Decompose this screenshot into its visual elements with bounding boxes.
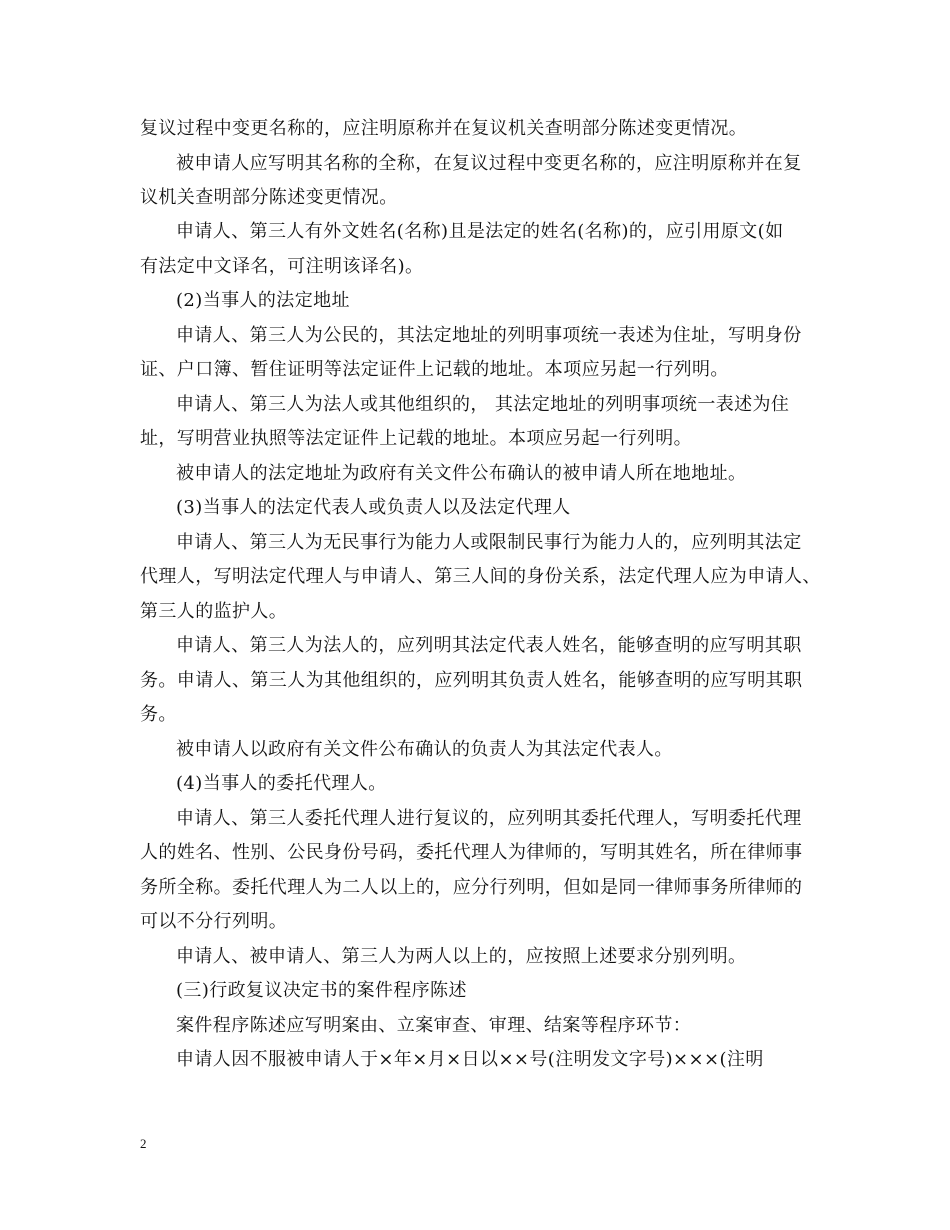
text-line: 务所全称。委托代理人为二人以上的，应分行列明，但如是同一律师事务所律师的 bbox=[140, 877, 803, 898]
text-line: 申请人、被申请人、第三人为两人以上的，应按照上述要求分别列明。 bbox=[176, 946, 747, 967]
text-line: 被申请人的法定地址为政府有关文件公布确认的被申请人所在地地址。 bbox=[176, 463, 747, 484]
text-line: 人的姓名、性别、公民身份号码，委托代理人为律师的，写明其姓名，所在律师事 bbox=[140, 842, 803, 863]
text-line: 申请人、第三人为无民事行为能力人或限制民事行为能力人的，应列明其法定 bbox=[176, 532, 802, 553]
text-line: 证、户口簿、暂住证明等法定证件上记载的地址。本项应另起一行列明。 bbox=[140, 359, 729, 380]
section-heading: (3)当事人的法定代表人或负责人以及法定代理人 bbox=[176, 497, 571, 518]
text-line: 申请人、第三人为法人的，应列明其法定代表人姓名，能够查明的应写明其职 bbox=[176, 635, 802, 656]
page-number: 2 bbox=[140, 1136, 147, 1151]
text-line: 有法定中文译名，可注明该译名)。 bbox=[140, 256, 424, 277]
text-line: 案件程序陈述应写明案由、立案审查、审理、结案等程序环节： bbox=[176, 1015, 692, 1036]
text-line: 务。申请人、第三人为其他组织的，应列明其负责人姓名，能够查明的应写明其职 bbox=[140, 670, 803, 691]
text-line: 可以不分行列明。 bbox=[140, 911, 288, 932]
section-heading: (2)当事人的法定地址 bbox=[176, 290, 350, 311]
text-line: 代理人，写明法定代理人与申请人、第三人间的身份关系，法定代理人应为申请人、 bbox=[140, 566, 821, 587]
text-line: 址，写明营业执照等法定证件上记载的地址。本项应另起一行列明。 bbox=[140, 428, 692, 449]
text-line: 务。 bbox=[140, 704, 177, 725]
text-line: 第三人的监护人。 bbox=[140, 601, 288, 622]
text-line: 议机关查明部分陈述变更情况。 bbox=[140, 187, 398, 208]
text-line: 申请人、第三人有外文姓名(名称)且是法定的姓名(名称)的，应引用原文(如 bbox=[176, 221, 784, 242]
text-line: 复议过程中变更名称的，应注明原称并在复议机关查明部分陈述变更情况。 bbox=[140, 118, 748, 139]
section-heading: (4)当事人的委托代理人。 bbox=[176, 773, 387, 794]
text-line: 申请人因不服被申请人于×年×月×日以××号(注明发文字号)×××(注明 bbox=[176, 1049, 764, 1070]
text-line: 被申请人应写明其名称的全称，在复议过程中变更名称的，应注明原称并在复 bbox=[176, 153, 802, 174]
text-line: 申请人、第三人为公民的，其法定地址的列明事项统一表述为住址，写明身份 bbox=[176, 325, 802, 346]
text-line: 申请人、第三人为法人或其他组织的， 其法定地址的列明事项统一表述为住 bbox=[176, 394, 790, 415]
text-line: 被申请人以政府有关文件公布确认的负责人为其法定代表人。 bbox=[176, 739, 673, 760]
section-heading: (三)行政复议决定书的案件程序陈述 bbox=[176, 980, 467, 1001]
text-line: 申请人、第三人委托代理人进行复议的，应列明其委托代理人，写明委托代理 bbox=[176, 808, 802, 829]
